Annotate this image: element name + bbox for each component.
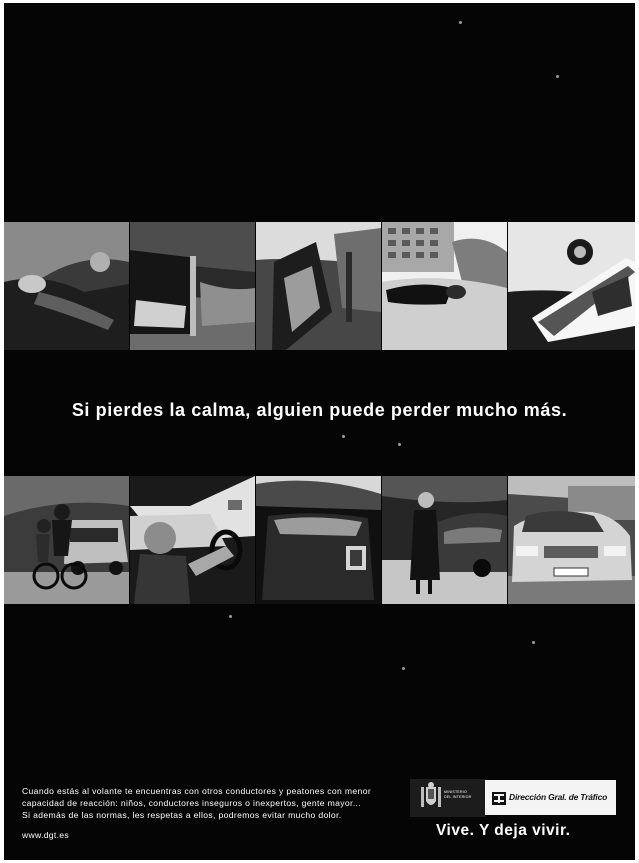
photo-overturned-car: [508, 222, 635, 350]
photo-van: [256, 476, 381, 604]
website-url[interactable]: www.dgt.es: [22, 830, 69, 840]
photo-wrecked-car: [130, 222, 255, 350]
body-copy-line-3: Si además de las normas, les respetas a ellos, podremos evitar mucho dolor.: [22, 810, 342, 820]
photo-injured-person: [4, 222, 129, 350]
print-speck: [398, 443, 401, 446]
top-photo-strip: [4, 222, 635, 350]
photo-crashed-car: [256, 222, 381, 350]
photo-cyclists: [4, 476, 129, 604]
print-speck: [402, 667, 405, 670]
body-copy: [22, 785, 404, 821]
headline: Si pierdes la calma, alguien puede perder mucho más.: [71, 400, 568, 420]
body-copy-line-2: capacidad de reacción: niños, conductores inseguros o inexpertos, gente mayor...: [22, 798, 361, 808]
dgt-logo-icon: [492, 792, 506, 805]
print-speck: [556, 75, 559, 78]
photo-accident-victim: [382, 222, 507, 350]
body-copy-line-1: Cuando estás al volante te encuentras con otros conductores y peatones con menor: [22, 786, 372, 796]
advertisement-page: [4, 3, 635, 860]
ministry-line-2: DEL INTERIOR: [444, 794, 472, 799]
photo-parked-car: [508, 476, 635, 604]
photo-elderly-pedestrian: [382, 476, 507, 604]
print-speck: [229, 615, 232, 618]
ministry-line-1: MINISTERIO: [444, 790, 467, 794]
ministry-label: [444, 790, 471, 799]
photo-driver: [130, 476, 255, 604]
print-speck: [459, 21, 462, 24]
bottom-photo-strip: [4, 476, 635, 604]
dgt-name: Dirección Gral. de Tráfico: [509, 792, 608, 802]
dgt-logo-box: [485, 780, 616, 815]
print-speck: [532, 641, 535, 644]
print-speck: [342, 435, 345, 438]
slogan: Vive. Y deja vivir.: [436, 822, 571, 839]
